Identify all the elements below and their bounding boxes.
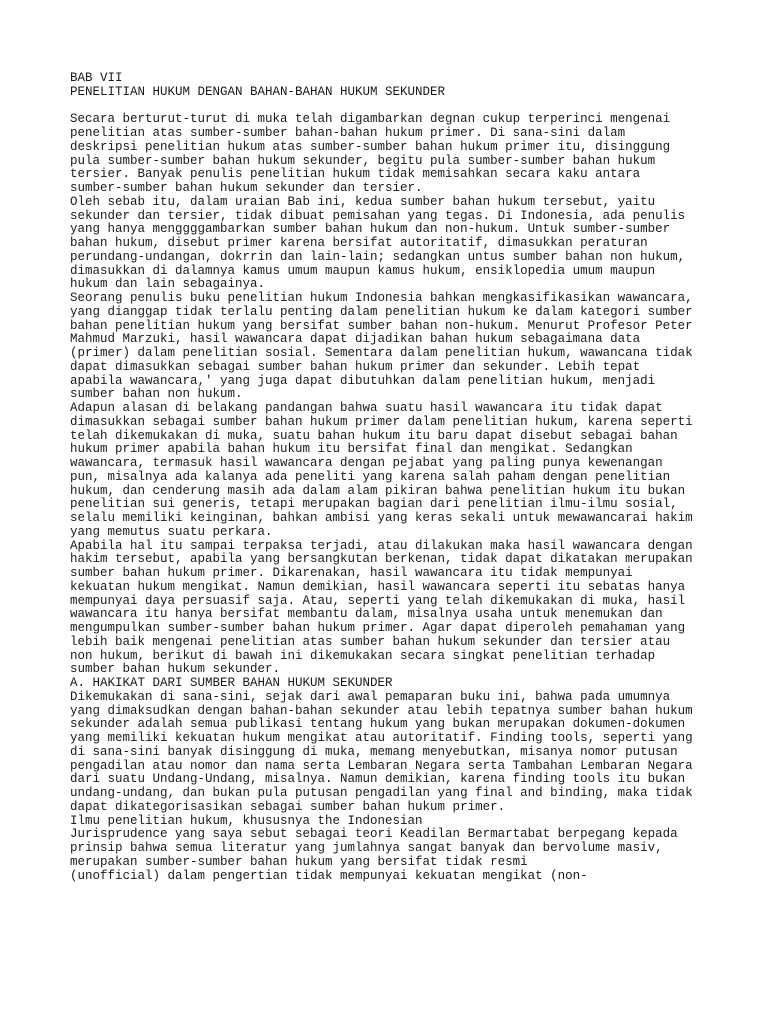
text-line: Oleh sebab itu, dalam uraian Bab ini, kedua sumber bahan hukum tersebut, yaitu xyxy=(70,194,656,209)
text-line: Ilmu penelitian hukum, khususnya the Indonesian xyxy=(70,813,423,828)
text-line: dapat dikategorisasikan sebagai sumber bahan hukum primer. xyxy=(70,799,506,814)
text-line: undang-undang, dan bukan pula putusan pengadilan yang final and binding, maka tidak xyxy=(70,786,693,800)
text-line: yang memutus suatu perkara. xyxy=(70,524,273,539)
text-line: bahan hukum, disebut primer karena bersifat autoritatif, dimasukkan peraturan xyxy=(70,236,648,250)
text-line: lebih baik mengenai penelitian atas sumber bahan hukum sekunder dan tersier atau xyxy=(70,634,671,649)
text-line: pengadilan atau nomor dan nama serta Lembaran Negara serta Tambahan Lembaran Negara xyxy=(70,758,693,773)
text-line: (unofficial) dalam pengertian tidak mempunyai kekuatan mengikat (non- xyxy=(70,868,588,883)
text-line: non hukum, berikut di bawah ini dikemukakan secara singkat penelitian terhadap xyxy=(70,648,656,663)
text-line: hakim tersebut, apabila yang bersangkutan berkenan, tidak dapat dikatakan merupakan xyxy=(70,552,693,567)
text-line: sekunder adalah semua publikasi tentang hukum yang bukan merupakan dokumen-dokumen xyxy=(70,717,686,732)
text-line: di sana-sini banyak disinggung di muka, memang menyebutkan, misanya nomor putusan xyxy=(70,744,678,759)
text-line: sumber-sumber bahan hukum sekunder dan tersier. xyxy=(70,181,423,195)
text-line: penelitian atas sumber-sumber bahan-bahan hukum primer. Di sana-sini dalam xyxy=(70,126,626,140)
text-line: dapat dimasukkan sebagai sumber bahan hukum primer dan sekunder. Lebih tepat xyxy=(70,359,641,374)
text-line: yang dimaksudkan dengan bahan-bahan sekunder atau lebih tepatnya sumber bahan hukum xyxy=(70,703,693,718)
text-line: hukum, dan cenderung masih ada dalam alam pikiran bahwa penelitian hukum itu bukan xyxy=(70,483,686,498)
text-line: wawancara, termasuk hasil wawancara dengan pejabat yang paling punya kewenangan xyxy=(70,456,663,470)
text-line: wawancara itu hanya bersifat membantu dalam, misalnya usaha untuk menemukan dan xyxy=(70,607,663,622)
text-line: deskripsi penelitian hukum atas sumber-sumber bahan hukum primer itu, disinggung xyxy=(70,139,671,154)
text-line: mengumpulkan sumber-sumber bahan hukum primer. Agar dapat diperoleh pemahaman yang xyxy=(70,621,686,635)
text-line: Mahmud Marzuki, hasil wawancara dapat dijadikan bahan hukum sebagaimana data xyxy=(70,332,641,347)
text-line: dimasukkan sebagai sumber bahan hukum primer dalam penelitian hukum, karena seperti xyxy=(70,414,693,429)
text-line: Adapun alasan di belakang pandangan bahwa suatu hasil wawancara itu tidak dapat xyxy=(70,401,663,415)
chapter-title: PENELITIAN HUKUM DENGAN BAHAN-BAHAN HUKUM SEKUNDER xyxy=(70,84,446,99)
text-line: selalu memiliki keinginan, bahkan ambisi yang keras sekali untuk mewawancarai hakim xyxy=(70,511,693,525)
text-line: sumber bahan hukum primer. Dikarenakan, hasil wawancara itu tidak mempunyai xyxy=(70,566,633,580)
text-line: pula sumber-sumber bahan hukum sekunder, begitu pula sumber-sumber bahan hukum xyxy=(70,153,656,168)
blank-line xyxy=(70,100,760,114)
text-line: hukum dan lain sebagainya. xyxy=(70,277,266,292)
text-line: merupakan sumber-sumber bahan hukum yang bersifat tidak resmi xyxy=(70,854,528,869)
document-body xyxy=(70,72,760,883)
chapter-number: BAB VII xyxy=(70,71,123,85)
text-line: sumber bahan hukum sekunder. xyxy=(70,662,281,677)
text-line: kekuatan hukum mengikat. Namun demikian, hasil wawancara seperti itu sebatas hanya xyxy=(70,579,686,594)
text-line: sumber bahan non hukum. xyxy=(70,387,243,402)
text-line: pun, misalnya ada kalanya ada peneliti yang karena salah paham dengan penelitian xyxy=(70,469,671,484)
text-line: prinsip bahwa semua literatur yang jumlahnya sangat banyak dan bervolume masiv, xyxy=(70,841,663,855)
text-line: mempunyai daya persuasif saja. Atau, seperti yang telah dikemukakan di muka, hasil xyxy=(70,593,686,608)
text-line: telah dikemukakan di muka, suatu bahan hukum itu baru dapat disebut sebagai bahan xyxy=(70,428,678,443)
text-line: tersier. Banyak penulis penelitian hukum tidak memisahkan secara kaku antara xyxy=(70,167,641,182)
text-line: (primer) dalam penelitian sosial. Sementara dalam penelitian hukum, wawancana tidak xyxy=(70,346,693,360)
text-line: Jurisprudence yang saya sebut sebagai teori Keadilan Bermartabat berpegang kepada xyxy=(70,827,678,842)
text-line: yang memiliki kekuatan hukum mengikat atau autoritatif. Finding tools, seperti yang xyxy=(70,731,693,745)
text-line: perundang-undangan, dokrrin dan lain-lain; sedangkan untus sumber bahan non hukum, xyxy=(70,249,686,264)
section-heading: A. HAKIKAT DARI SUMBER BAHAN HUKUM SEKUNDER xyxy=(70,676,393,690)
text-line: apabila wawancara,' yang juga dapat dibutuhkan dalam penelitian hukum, menjadi xyxy=(70,373,656,388)
text-line: yang hanya menggggambarkan sumber bahan hukum dan non-hukum. Untuk sumber-sumber xyxy=(70,222,671,237)
text-line: Secara berturut-turut di muka telah digambarkan degnan cukup terperinci mengenai xyxy=(70,112,671,127)
text-line: bahan penelitian hukum yang bersifat sumber bahan non-hukum. Menurut Profesor Peter xyxy=(70,318,693,333)
text-line: penelitian sui generis, tetapi merupakan bagian dari penelitian ilmu-ilmu sosial, xyxy=(70,497,678,512)
text-line: yang dianggap tidak terlalu penting dalam penelitian hukum ke dalam kategori sumber xyxy=(70,304,693,319)
text-line: Dikemukakan di sana-sini, sejak dari awal pemaparan buku ini, bahwa pada umumnya xyxy=(70,689,671,704)
text-line: Seorang penulis buku penelitian hukum Indonesia bahkan mengkasifikasikan wawancara, xyxy=(70,291,693,305)
text-line: hukum primer apabila bahan hukum itu bersifat final dan mengikat. Sedangkan xyxy=(70,442,633,457)
text-line: sekunder dan tersier, tidak dibuat pemisahan yang tegas. Di Indonesia, ada penulis xyxy=(70,208,686,223)
text-line: dimasukkan di dalamnya kamus umum maupun kamus hukum, ensiklopedia umum maupun xyxy=(70,263,656,278)
text-line: Apabila hal itu sampai terpaksa terjadi, atau dilakukan maka hasil wawancara dengan xyxy=(70,538,693,553)
text-line: dari suatu Undang-Undang, misalnya. Namun demikian, karena finding tools itu bukan xyxy=(70,772,686,787)
